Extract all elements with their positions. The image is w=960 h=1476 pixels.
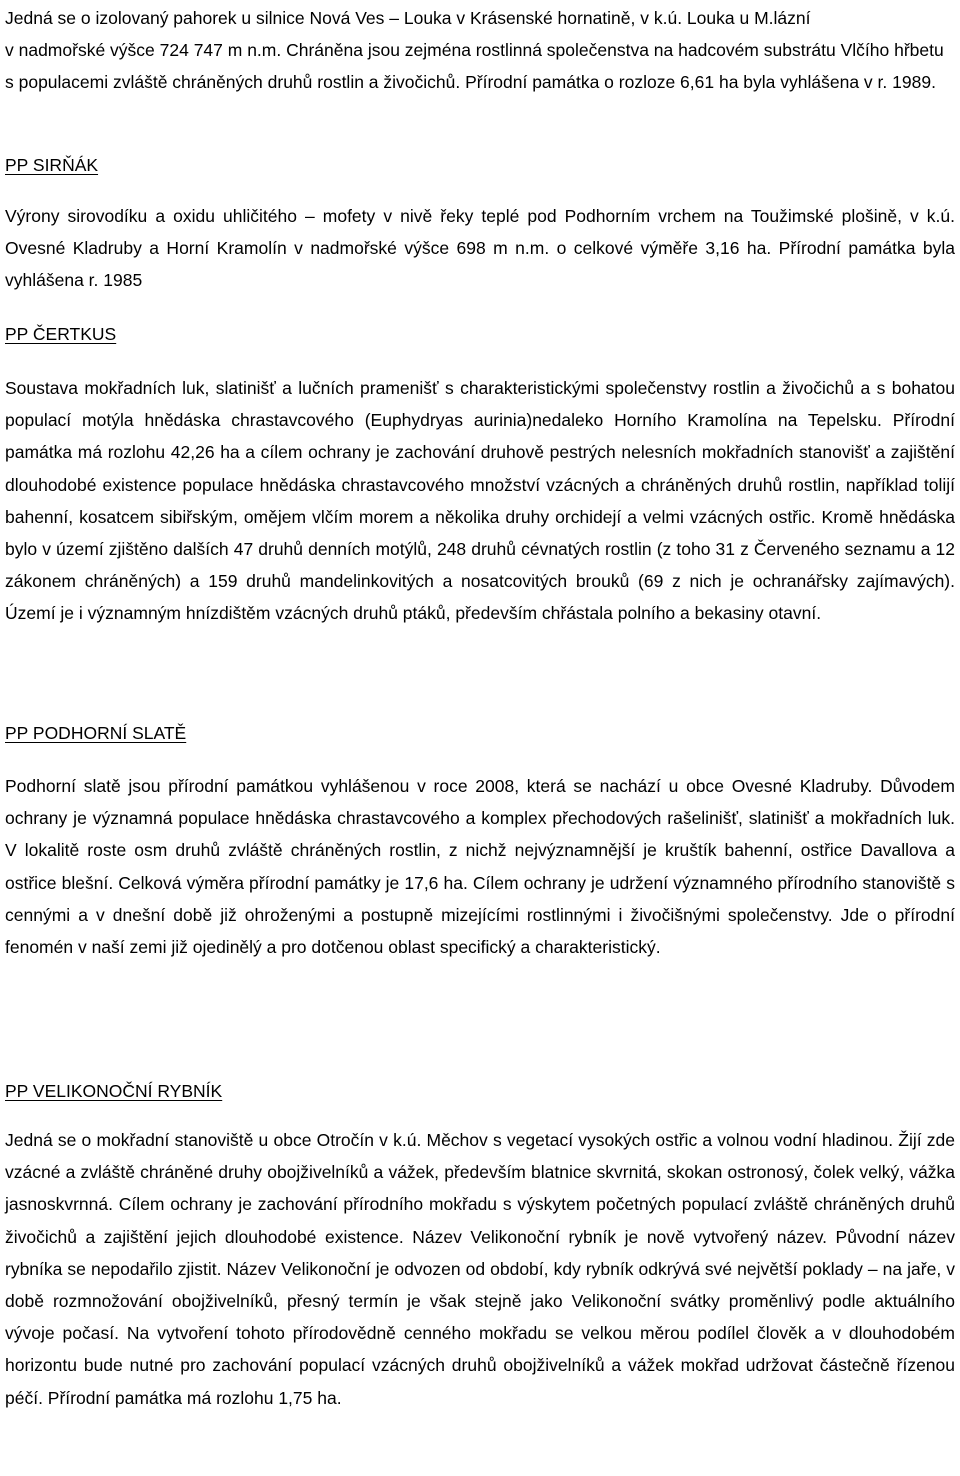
podhorni-paragraph: Podhorní slatě jsou přírodní památkou vyhlášenou v roce 2008, která se nachází u obce Ovesné Kladruby. Důvodem ochrany je významná populace hnědáska chrastavcového a komplex přechodových rašelinišť, slatinišť a mokřadních luk. V lokalitě roste osm druhů zvláště chráněných rostlin, z nichž nejvýznamnější je kruštík bahenní, ostřice Davallova a ostřice blešní. Celková výměra přírodní památky je 17,6 ha. Cílem ochrany je udržení významného přírodního stanoviště s cennými a v dnešní době již ohroženými a postupně mizejícími rostlinnými i živočišnými společenstvy. Jde o přírodní fenomén v naší zemi již ojedinělý a pro dotčenou oblast specifický a charakteristický. <box>5 776 955 958</box>
velikonocni-paragraph: Jedná se o mokřadní stanoviště u obce Otročín v k.ú. Měchov s vegetací vysokých ostřic a volnou vodní hladinou. Žijí zde vzácné a zvláště chráněné druhy obojživelníků a vážek, především blatnice skvrnitá, skokan ostronosý, čolek velký, vážka jasnoskvrnná. Cílem ochrany je zachování přírodního mokřadu s výskytem početných populací zvláště chráněných druhů živočichů a zajištění jejich dlouhodobé existence. Název Velikonoční rybník je nově vytvořený název. Původní název rybníka se nepodařilo zjistit. Název Velikonoční je odvozen od období, kdy rybník odkrývá své největší poklady – na jaře, v době rozmnožování obojživelníků, přesný termín je však stejně jako Velikonoční svátky proměnlivý podle aktuálního vývoje počasí. Na vytvoření tohoto přírodovědně cenného mokřadu se velkou měrou podílel člověk a v dlouhodobém horizontu bude nutné pro zachování populací vzácných druhů obojživelníků a vážek mokřad udržovat částečně řízenou péčí. Přírodní památka má rozlohu 1,75 ha. <box>5 1130 955 1408</box>
heading-pp-velikonocni-rybnik: PP VELIKONOČNÍ RYBNÍK <box>5 1081 223 1101</box>
sirnak-paragraph: Výrony sirovodíku a oxidu uhličitého – mofety v nivě řeky teplé pod Podhorním vrchem na Toužimské plošině, v k.ú. Ovesné Kladruby a Horní Kramolín v nadmořské výšce 698 m n.m. o celkové výměře 3,16 ha. Přírodní památka byla vyhlášena r. 1985 <box>5 206 955 291</box>
intro-paragraph-line-1: Jedná se o izolovaný pahorek u silnice Nová Ves – Louka v Krásenské hornatině, v k.ú. Louka u M.lázní <box>5 8 811 28</box>
intro-paragraph: v nadmořské výšce 724 747 m n.m. Chráněna jsou zejména rostlinná společenstva na hadcovém substrátu Vlčího hřbetu s populacemi zvláště chráněných druhů rostlin a živočichů. Přírodní památka o rozloze 6,61 ha byla vyhlášena v r. 1989. <box>5 40 944 93</box>
heading-pp-sirnak: PP SIRŇÁK <box>5 155 99 175</box>
heading-pp-certkus: PP ČERTKUS <box>5 324 117 344</box>
heading-pp-podhorni-slate: PP PODHORNÍ SLATĚ <box>5 723 187 743</box>
certkus-paragraph: Soustava mokřadních luk, slatinišť a lučních pramenišť s charakteristickými společenstvy rostlin a živočichů a s bohatou populací motýla hnědáska chrastavcového (Euphydryas aurinia)nedaleko Horního Kramolína na Tepelsku. Přírodní památka má rozlohu 42,26 ha a cílem ochrany je zachování druhově pestrých nelesních mokřadních stanovišť a zajištění dlouhodobé existence populace hnědáska chrastavcového množství vzácných a chráněných druhů rostlin, například tolijí bahenní, kosatcem sibiřským, omějem vlčím morem a několika druhy orchidejí a velmi vzácných ostřic. Kromě hnědáska bylo v území zjištěno dalších 47 druhů denních motýlů, 248 druhů cévnatých rostlin (z toho 31 z Červeného seznamu a 12 zákonem chráněných) a 159 druhů mandelinkovitých a nosatcovitých brouků (69 z nich je ochranářsky zajímavých). Území je i významným hnízdištěm vzácných druhů ptáků, především chřástala polního a bekasiny otavní. <box>5 378 955 624</box>
